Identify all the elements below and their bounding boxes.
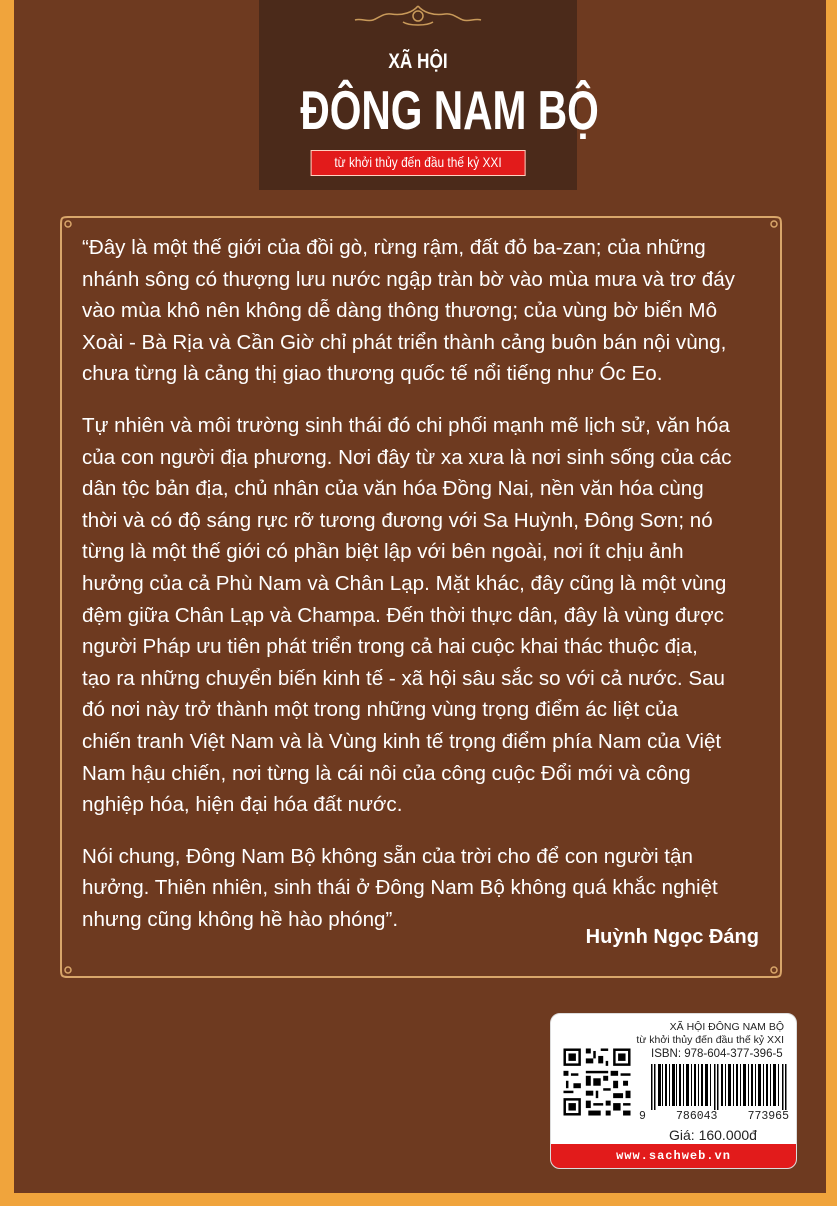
- title-line-2: ĐÔNG NAM BỘ: [300, 79, 599, 141]
- barcode-digits: [639, 1110, 789, 1123]
- barcode-icon: [651, 1064, 787, 1110]
- barcode-digit-group: 9: [639, 1110, 646, 1123]
- paragraph-2: [82, 410, 762, 821]
- text-line: chiến tranh Việt Nam và là Vùng kinh tế trọng điểm phía Nam của Việt: [82, 729, 722, 753]
- text-line: Tự nhiên và môi trường sinh thái đó chi phối mạnh mẽ lịch sử, văn hóa: [82, 413, 730, 437]
- text-line: đệm giữa Chân Lạp và Champa. Đến thời thực dân, đây là vùng được: [82, 603, 724, 627]
- price-text: Giá: 160.000đ: [669, 1127, 757, 1143]
- corner-ornament-icon: [56, 952, 86, 982]
- subtitle: từ khởi thủy đến đầu thế kỷ XXI: [334, 154, 502, 170]
- barcode-card: [550, 1013, 797, 1169]
- ornament-icon: [259, 2, 577, 28]
- text-line: của con người địa phương. Nơi đây từ xa xưa là nơi sinh sống của các: [82, 445, 732, 469]
- title-line-1: XÃ HỘI: [388, 50, 448, 73]
- text-line: Nói chung, Đông Nam Bộ không sẵn của trời cho để con người tận: [82, 844, 693, 868]
- text-line: nhánh sông có thượng lưu nước ngập tràn bờ vào mùa mưa và trơ đáy: [82, 267, 735, 291]
- frame-left: [60, 242, 62, 952]
- isbn-text: ISBN: 978-604-377-396-5: [651, 1048, 783, 1060]
- frame-bottom: [86, 976, 756, 978]
- title-block: [259, 0, 599, 190]
- barcode-digit-group: 786043: [676, 1110, 718, 1123]
- text-line: nghiệp hóa, hiện đại hóa đất nước.: [82, 793, 403, 817]
- blurb-text: [82, 232, 762, 955]
- text-line: nhưng cũng không hề hào phóng”.: [82, 907, 399, 931]
- barcode-title-line: từ khởi thủy đến đầu thế kỷ XXI: [636, 1034, 784, 1046]
- text-line: tạo ra những chuyển biến kinh tế - xã hội sâu sắc so với cả nước. Sau: [82, 666, 726, 690]
- qr-code-icon: [561, 1046, 633, 1118]
- frame-right: [780, 242, 782, 952]
- text-line: vào mùa khô nên không dễ dàng thông thương; của vùng bờ biển Mô: [82, 299, 718, 323]
- text-line: chưa từng là cảng thị giao thương quốc tế nổi tiếng như Óc Eo.: [82, 362, 663, 386]
- subtitle-badge: [311, 150, 526, 176]
- text-line: thời và có độ sáng rực rỡ tương đương với Sa Huỳnh, Đông Sơn; nó: [82, 508, 713, 532]
- barcode-title-line: XÃ HỘI ĐÔNG NAM BỘ: [669, 1021, 784, 1033]
- text-line: hưởng. Thiên nhiên, sinh thái ở Đông Nam Bộ không quá khắc nghiệt: [82, 876, 718, 900]
- barcode-digit-group: 773965: [747, 1110, 789, 1123]
- author-name: Huỳnh Ngọc Đáng: [585, 926, 759, 948]
- text-line: từng là một thế giới có phần biệt lập với bên ngoài, nơi ít chịu ảnh: [82, 540, 684, 564]
- text-line: “Đây là một thế giới của đồi gò, rừng rậm, đất đỏ ba-zan; của những: [82, 236, 706, 259]
- text-line: người Pháp ưu tiên phát triển trong cả hai cuộc khai thác thuộc địa,: [82, 635, 698, 659]
- corner-ornament-icon: [756, 952, 786, 982]
- website-url: www.sachweb.vn: [551, 1144, 796, 1168]
- text-line: Nam hậu chiến, nơi từng là cái nôi của công cuộc Đổi mới và công: [82, 761, 691, 785]
- text-line: đó nơi này trở thành một trong những vùng trọng điểm ác liệt của: [82, 698, 679, 722]
- barcode-book-title: [636, 1021, 784, 1047]
- text-line: dân tộc bản địa, chủ nhân của văn hóa Đồng Nai, nền văn hóa cùng: [82, 477, 704, 501]
- text-line: Xoài - Bà Rịa và Cần Giờ chỉ phát triển thành cảng buôn bán nội vùng,: [82, 330, 727, 354]
- text-line: hưởng của cả Phù Nam và Chân Lạp. Mặt khác, đây cũng là một vùng: [82, 571, 727, 595]
- paragraph-3: [82, 841, 762, 936]
- frame-top: [86, 216, 756, 218]
- paragraph-1: [82, 232, 762, 390]
